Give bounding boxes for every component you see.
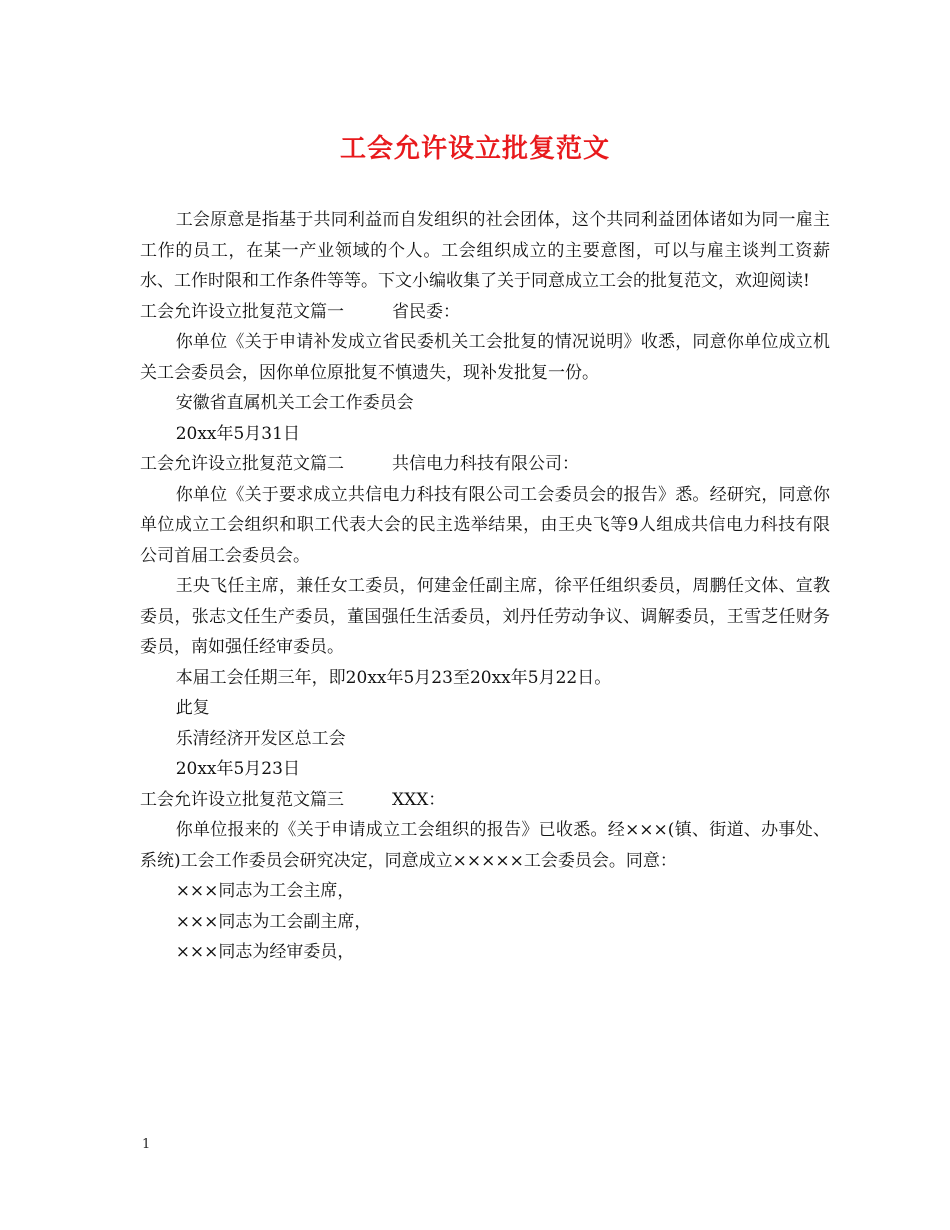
- section-1-addressee: 省民委：: [392, 301, 460, 322]
- section-2-date: 20xx年5月23日: [175, 759, 300, 779]
- section-3-paragraph: 你单位报来的《关于申请成立工会组织的报告》已收悉。经×××(镇、街道、办事处、系统)工会工作委员会研究决定，同意成立×××××工会委员会。同意：: [140, 820, 830, 871]
- intro-paragraph: 工会原意是指基于共同利益而自发组织的社会团体，这个共同利益团体诸如为同一雇主工作的员工，在某一产业领域的个人。工会组织成立的主要意图，可以与雇主谈判工资薪水、工作时限和工作条件等等。下文小编收集了关于同意成立工会的批复范文，欢迎阅读!: [140, 210, 830, 291]
- section-3-paragraph: ×××同志为工会主席，: [175, 881, 355, 901]
- section-2-heading: 工会允许设立批复范文篇二: [140, 454, 344, 474]
- page-number: 1: [142, 1137, 151, 1152]
- document-body: [140, 205, 830, 968]
- section-1-paragraph: 你单位《关于申请补发成立省民委机关工会批复的情况说明》收悉，同意你单位成立机关工会委员会，因你单位原批复不慎遗失，现补发批复一份。: [140, 332, 830, 383]
- section-2-closing: 此复: [175, 698, 210, 718]
- section-1-signature: 安徽省直属机关工会工作委员会: [175, 393, 414, 413]
- section-2-paragraph: 你单位《关于要求成立共信电力科技有限公司工会委员会的报告》悉。经研究，同意你单位成立工会组织和职工代表大会的民主选举结果，由王央飞等9人组成共信电力科技有限公司首届工会委员会。: [140, 484, 830, 566]
- section-1-date: 20xx年5月31日: [175, 423, 300, 444]
- section-3-addressee: XXX：: [392, 789, 446, 810]
- section-2-addressee: 共信电力科技有限公司：: [392, 454, 579, 474]
- section-2-heading-line: [140, 449, 830, 480]
- section-3-heading: 工会允许设立批复范文篇三: [140, 789, 344, 810]
- section-3-paragraph: ×××同志为经审委员，: [175, 942, 355, 962]
- section-3-heading-line: [140, 785, 830, 816]
- section-2-paragraph: 本届工会任期三年，即20xx年5月23至20xx年5月22日。: [175, 667, 612, 688]
- section-2-paragraph: 王央飞任主席，兼任女工委员，何建金任副主席，徐平任组织委员，周鹏任文体、宣教委员，张志文任生产委员，董国强任生活委员，刘丹任劳动争议、调解委员，王雪芝任财务委员，南如强任经审委员。: [140, 576, 830, 657]
- document-title: 工会允许设立批复范文: [339, 134, 610, 164]
- section-1-heading-line: [140, 297, 830, 328]
- section-3-paragraph: ×××同志为工会副主席，: [175, 911, 372, 932]
- section-1-heading: 工会允许设立批复范文篇一: [140, 301, 344, 322]
- section-2-signature: 乐清经济开发区总工会: [175, 728, 346, 749]
